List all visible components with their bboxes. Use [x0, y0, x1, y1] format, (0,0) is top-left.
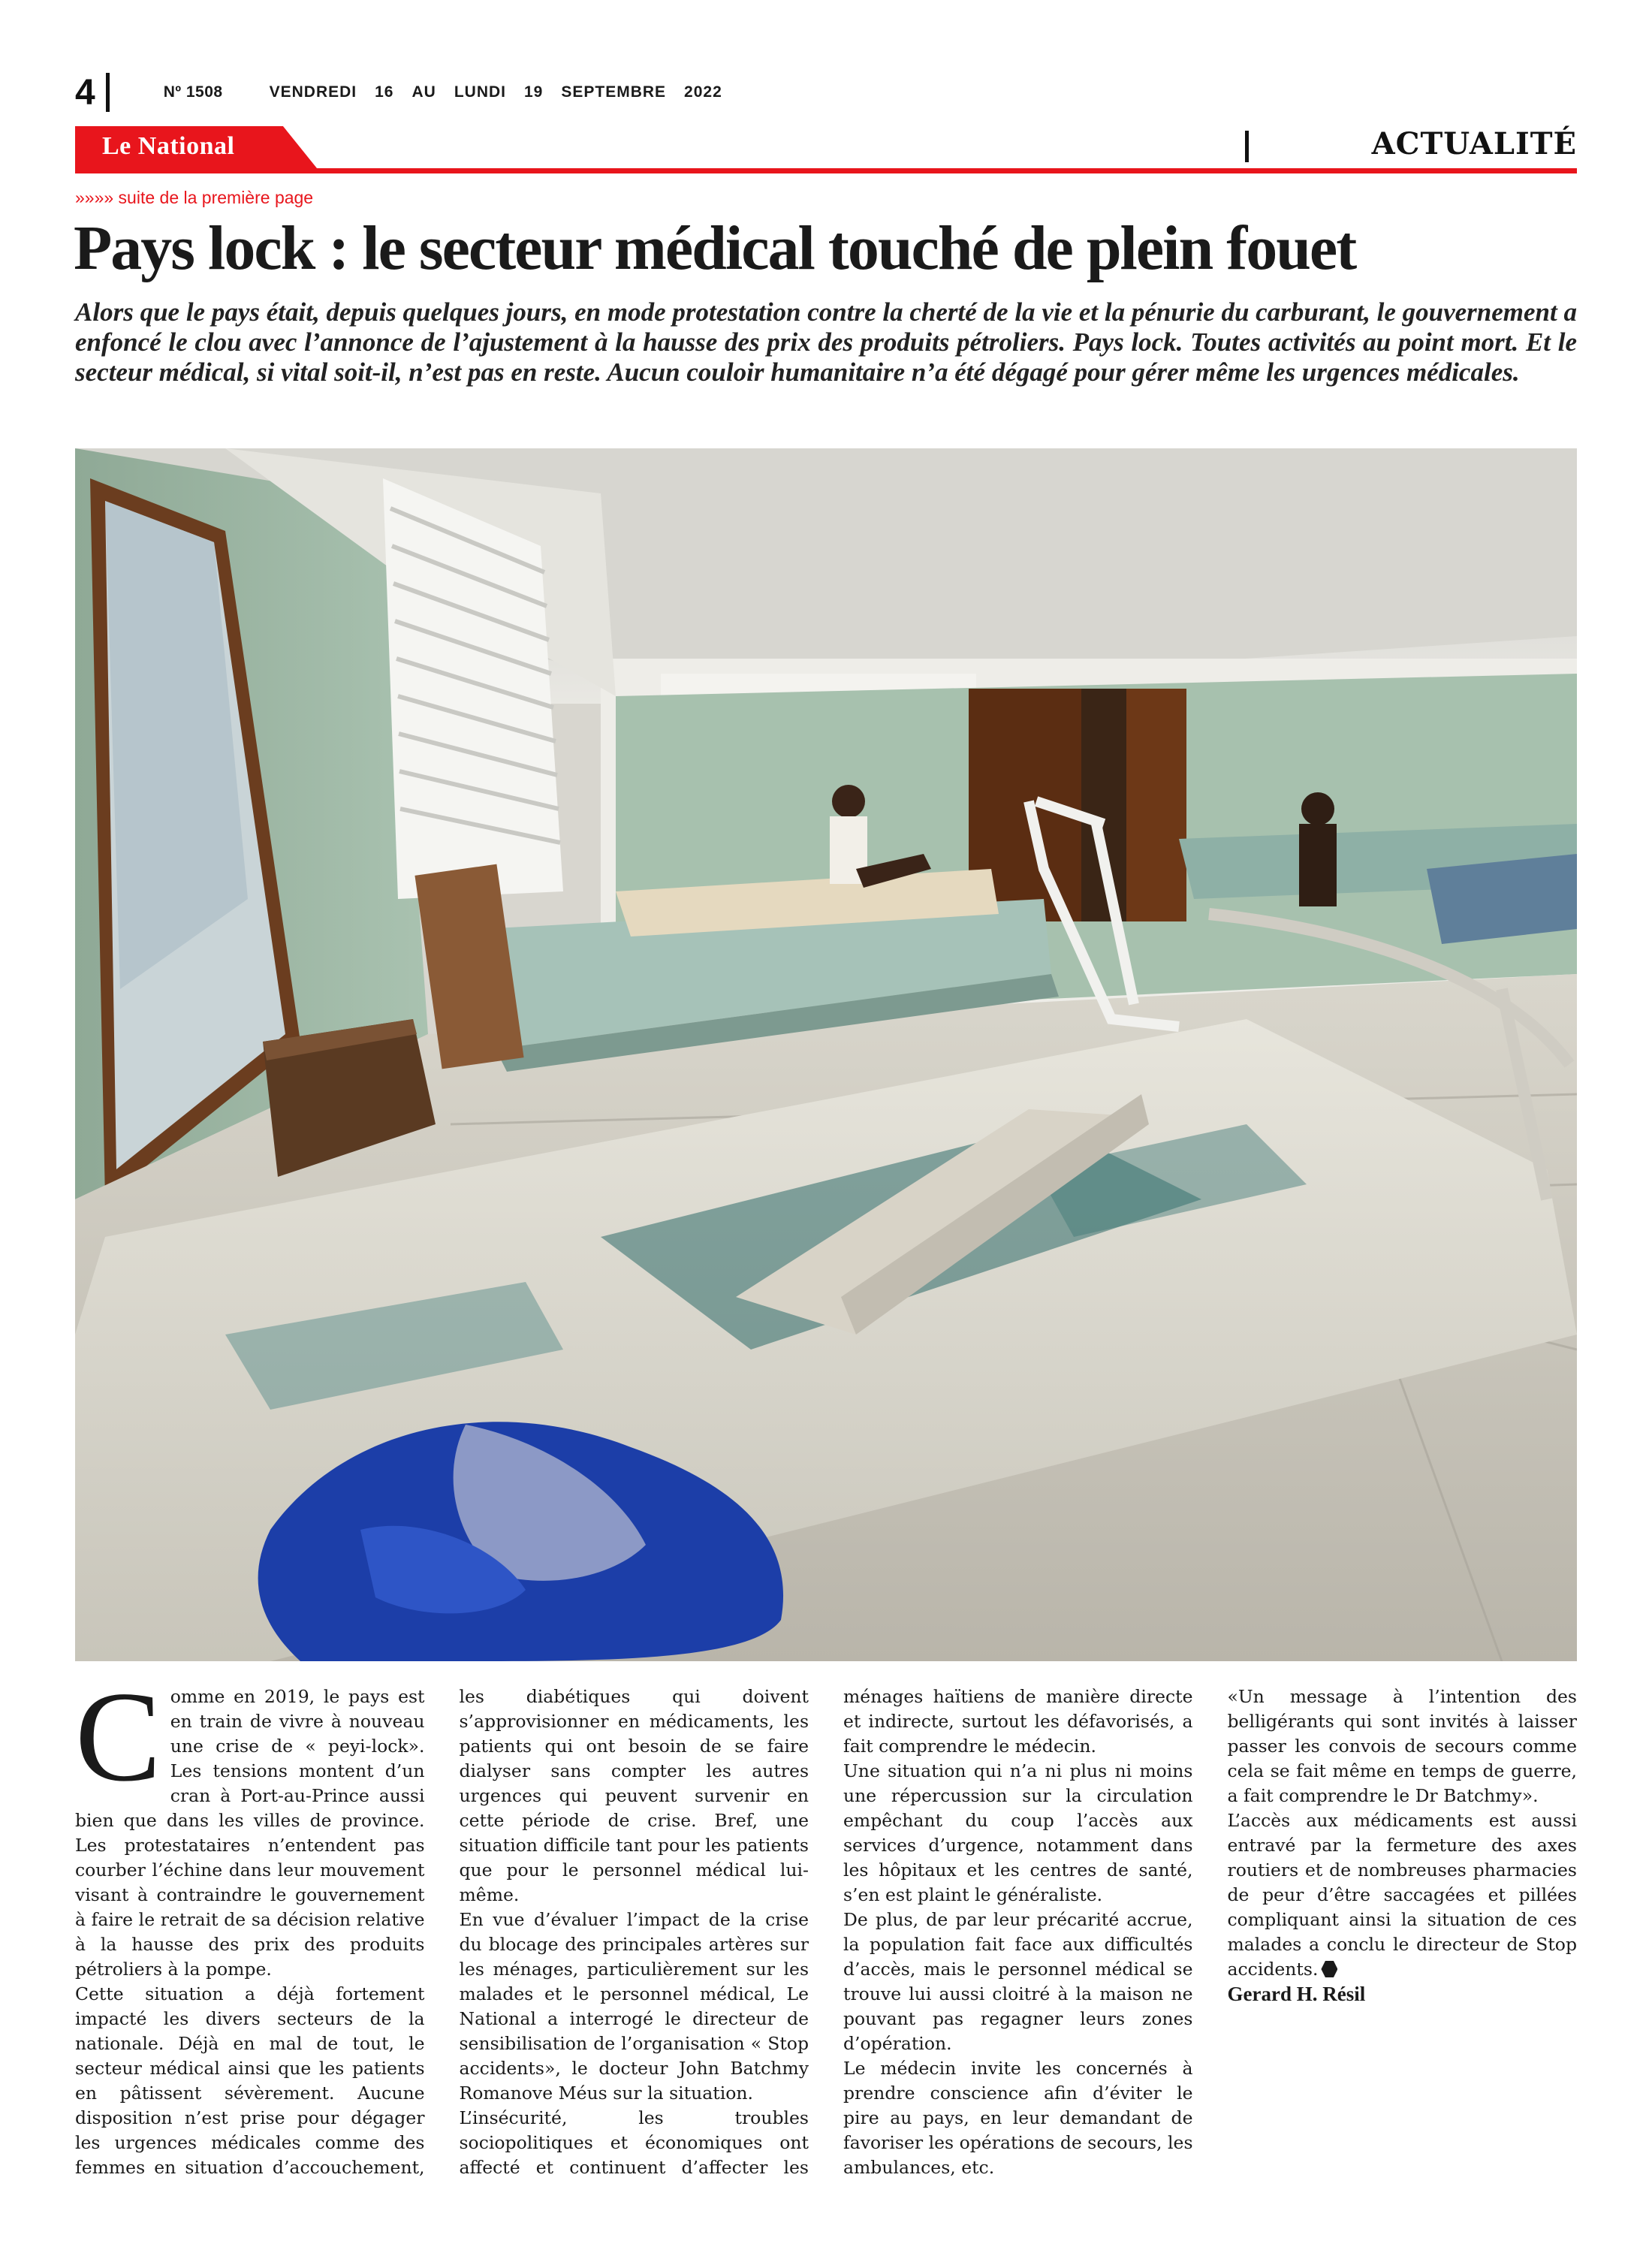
date-word: AU: [411, 83, 436, 101]
body-paragraph: Le médecin invite les concernés à prendre conscience afin d’éviter le pire au pays, en leur demandant de favoriser les opérations de secours, les ambulances, etc.: [843, 2058, 1193, 2178]
page-number: 4: [75, 72, 95, 113]
paragraph-text: L’accès aux médicaments est aussi entravé par la fermeture des axes routiers et de nombreuses pharmacies de peur d’être saccagées et pillées compliquant ainsi la situation de ces malades a conclu le directeur de Stop accidents.: [1227, 1810, 1577, 1980]
date-word: 2022: [684, 83, 722, 101]
date-word: 19: [524, 83, 544, 101]
page-header: [75, 74, 722, 111]
header-rule: [75, 168, 1577, 173]
article-body: [75, 1666, 1577, 2195]
paragraph-text: omme en 2019, le pays est en train de vivre à nouveau une crise de « peyi-lock». Les tensions montent d’un cran à Port-au-Prince aussi bien que dans les villes de province. Les protestataires n’entendent pas courber l’échine dans leur mouvement visant à contraindre le gouvernement à faire le retrait de sa décision relative à la hausse des prix des produits pétroliers à la pompe.: [75, 1686, 425, 1980]
body-paragraph: De plus, de par leur précarité accrue, la population fait face aux difficultés d’accès, mais le personnel médical se trouve lui aussi cloitré à la maison ne pouvant pas regagner leurs zones d’opération.: [843, 1909, 1193, 2054]
publication-name: Le National: [102, 132, 235, 160]
end-of-article-icon: [1321, 1961, 1337, 1977]
byline: Gerard H. Résil: [1227, 1983, 1366, 2005]
date-word: VENDREDI: [269, 83, 357, 101]
body-paragraph: En vue d’évaluer l’impact de la crise du blocage des principales artères sur les ménages, particulièrement sur les malades et le personnel médical, Le National a interrogé le directeur de sensibilisation de l’organisation « Stop accidents», le docteur John Batchmy Romanove Méus sur la situation.: [459, 1909, 809, 2104]
body-paragraph: [1228, 1808, 1578, 1982]
drop-cap: C: [75, 1666, 161, 1808]
body-paragraph: [75, 1666, 425, 1982]
lede: Alors que le pays était, depuis quelques jours, en mode protestation contre la cherté de la vie et la pénurie du carburant, le gouvernement a enfoncé le clou avec l’annonce de l’ajustement à la hausse des prix des produits pétroliers. Pays lock. Toutes activités au point mort. Et le secteur médical, si vital soit-il, n’est pas en reste. Aucun couloir humanitaire n’a été dégagé pour gérer même les urgences médicales.: [75, 297, 1577, 387]
headline: Pays lock : le secteur médical touché de plein fouet: [74, 213, 1356, 283]
brand-bar: [75, 126, 1577, 174]
page-number-divider: [106, 73, 110, 112]
section-divider: [1245, 131, 1249, 162]
body-paragraph: Une situation qui n’a ni plus ni moins une répercussion sur la circulation empêchant du coup l’accès aux services d’urgence, notamment dans les hôpitaux et les centres de santé, s’en est plaint le généraliste.: [843, 1760, 1193, 1905]
hospital-ward-photo: [75, 448, 1577, 1661]
issue-number: Nº 1508: [163, 83, 223, 101]
continuation-kicker: »»»» suite de la première page: [75, 188, 314, 207]
date-word: SEPTEMBRE: [561, 83, 667, 101]
date-word: LUNDI: [454, 83, 506, 101]
photo-illustration: [75, 448, 1577, 1661]
body-paragraph: «Un message à l’intention des belligérants qui sont invités à laisser passer les convois de secours comme cela se fait même en temps de guerre, a fait comprendre le Dr Batchmy».: [1227, 1686, 1577, 1806]
body-paragraph: Cette situation a déjà fortement impacté les divers secteurs de la nationale. Déjà en mal de tout, le secteur médical ainsi que les patients en pâtissent sévèrement. Aucune disposition n’est prise pour dégager les urgences médicales comme des femmes en situation d’accouchement, les diabétiques qui doivent s’approvisionner en médicaments, les patients qui ont besoin de se faire dialyser sans compter les autres urgences qui peuvent survenir en cette période de crise. Bref, une situation difficile tant pour les patients que pour le personnel médical lui-même.: [75, 1686, 809, 2178]
section-label: ACTUALITÉ: [1371, 126, 1577, 161]
date-word: 16: [375, 83, 394, 101]
body-paragraph: L’insécurité, les troubles sociopolitiques et économiques ont affecté et continuent d’affecter les ménages haïtiens de manière directe et indirecte, surtout les défavorisés, a fait comprendre le médecin.: [459, 1686, 1193, 2178]
dateline: [270, 83, 722, 101]
